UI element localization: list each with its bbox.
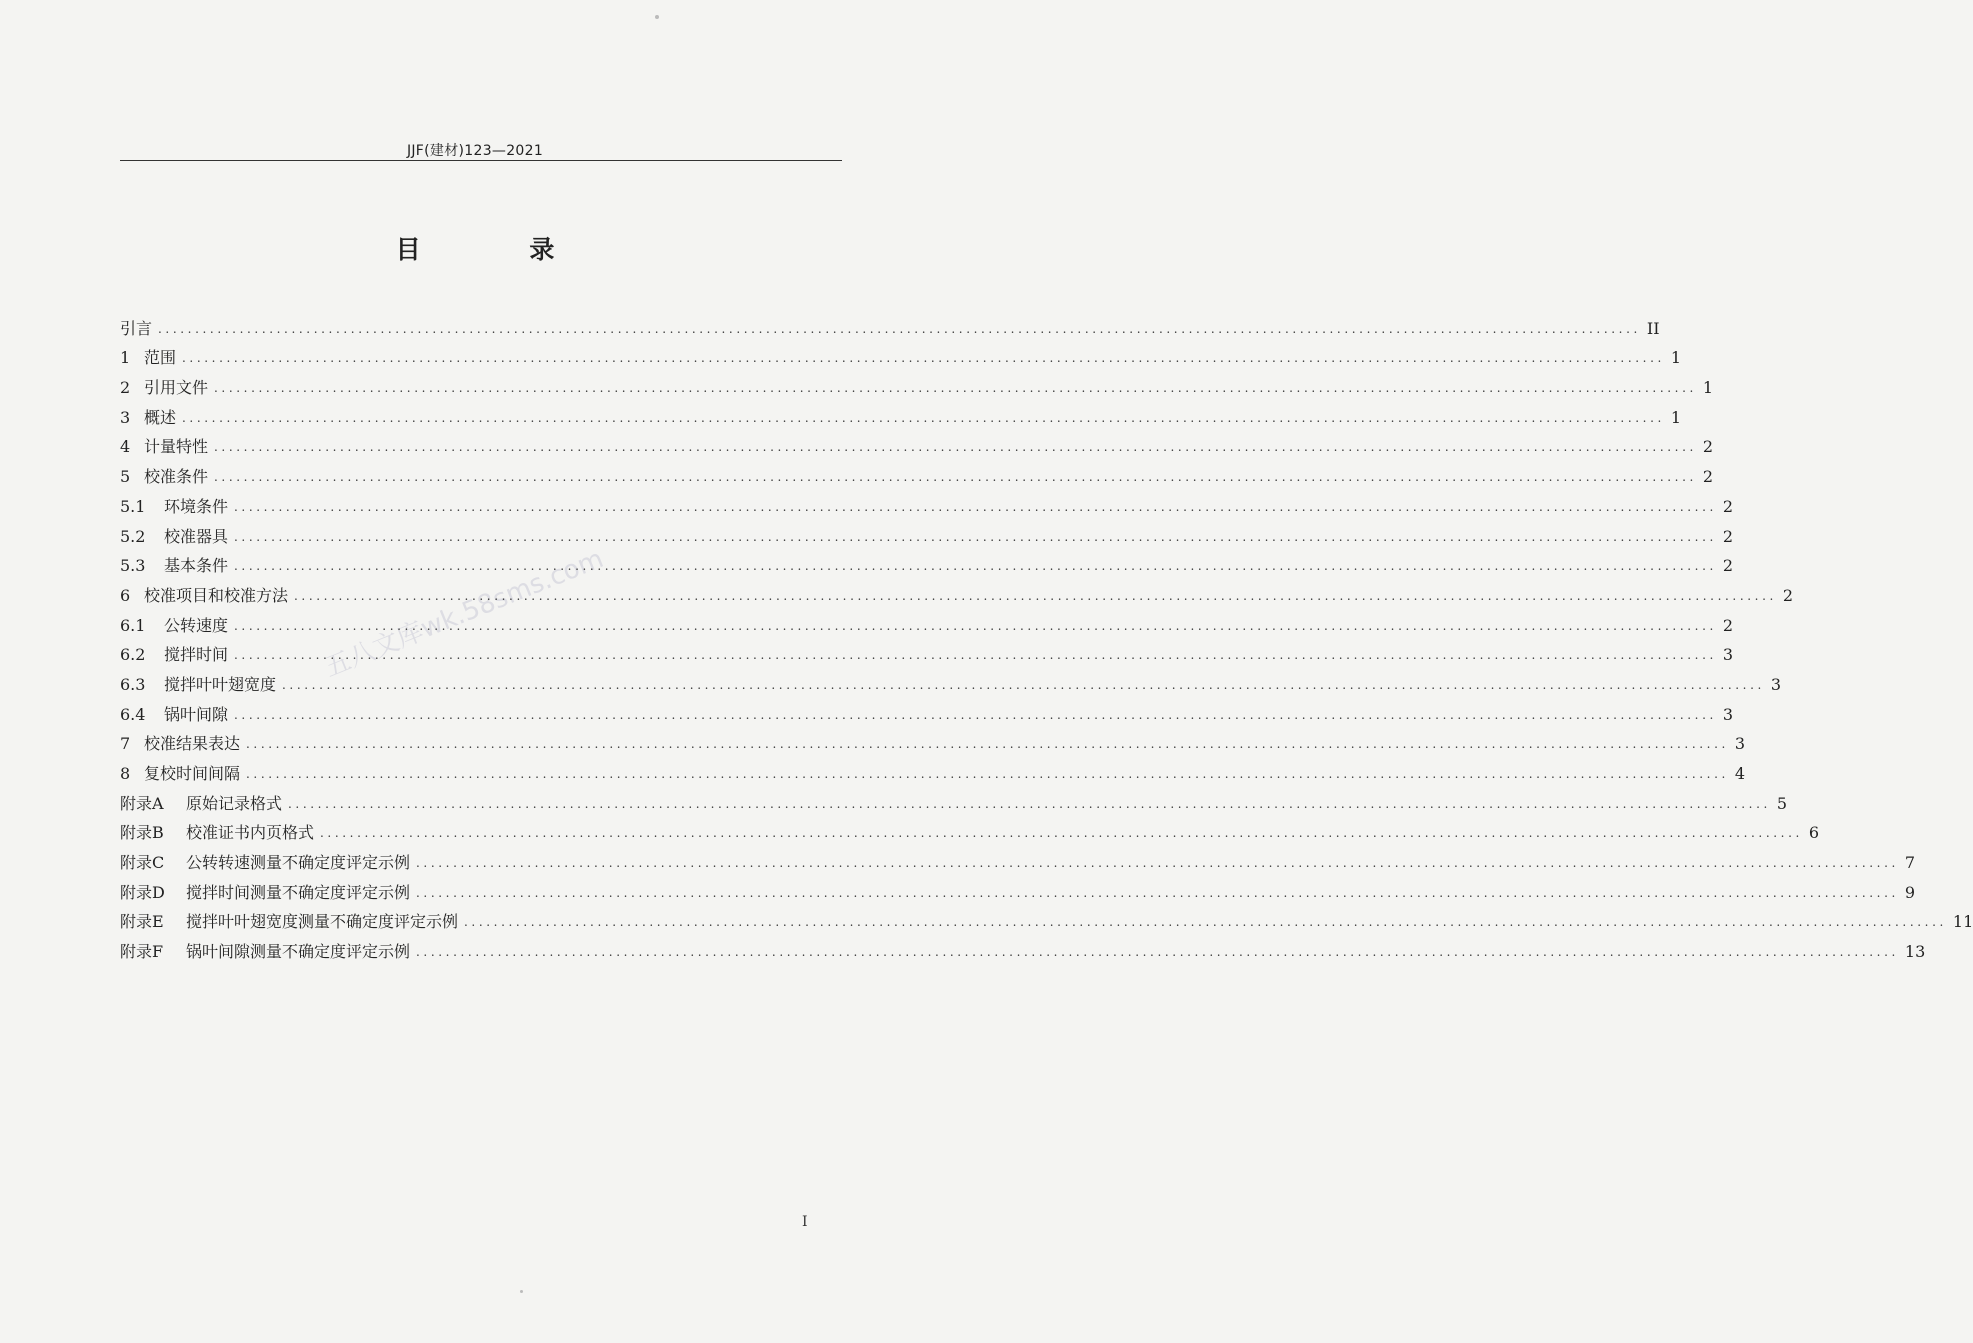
toc-entry[interactable] <box>120 873 1916 903</box>
watermark: 五八文库wk.58sms.com <box>320 543 608 684</box>
toc-entry[interactable] <box>120 725 1746 755</box>
toc-entry-number: 7 <box>120 734 131 754</box>
toc-entry-page: 2 <box>1722 615 1734 635</box>
toc-entry[interactable] <box>120 784 1788 814</box>
toc-entry-number: 4 <box>120 437 131 457</box>
toc-entry[interactable] <box>120 606 1734 636</box>
toc-entry-title: 锅叶间隙测量不确定度评定示例 <box>186 942 411 962</box>
toc-entry[interactable] <box>120 814 1820 844</box>
toc-entry-title: 校准器具 <box>164 526 229 546</box>
toc-entry-number: 5 <box>120 467 131 487</box>
toc-entry-page: 2 <box>1722 526 1734 546</box>
toc-entry[interactable] <box>120 576 1794 606</box>
toc-entry-page: 2 <box>1722 556 1734 576</box>
toc-dot-leader: ........................................................................................................................................................................................................ <box>234 499 1717 514</box>
toc-dot-leader: ........................................................................................................................................................................................................ <box>282 677 1765 692</box>
toc-entry[interactable] <box>120 398 1682 428</box>
toc-dot-leader: ........................................................................................................................................................................................................ <box>234 559 1717 574</box>
toc-entry[interactable] <box>120 457 1714 487</box>
toc-entry-title: 计量特性 <box>144 437 209 457</box>
toc-entry-page: 3 <box>1734 734 1746 754</box>
toc-entry-title: 原始记录格式 <box>186 793 283 813</box>
toc-entry-number: 6.1 <box>120 615 146 635</box>
toc-dot-leader: ........................................................................................................................................................................................................ <box>182 410 1665 425</box>
toc-entry-title: 基本条件 <box>164 556 229 576</box>
toc-entry-title: 复校时间间隔 <box>144 764 241 783</box>
toc-entry-page: 1 <box>1702 378 1714 398</box>
toc-entry-title: 范围 <box>144 348 177 368</box>
toc-entry[interactable] <box>120 309 1660 339</box>
toc-entry[interactable] <box>120 487 1734 517</box>
toc-entry-page: 2 <box>1782 585 1794 605</box>
toc-dot-leader: ........................................................................................................................................................................................................ <box>234 529 1717 544</box>
toc-entry[interactable] <box>120 665 1782 695</box>
toc-entry-number: 5.2 <box>120 526 146 546</box>
toc-dot-leader: ........................................................................................................................................................................................................ <box>416 885 1899 900</box>
toc-entry-number: 附录D <box>120 882 165 902</box>
page-title: 目 录 <box>395 235 605 264</box>
scan-speck <box>655 15 659 19</box>
toc-dot-leader: ........................................................................................................................................................................................................ <box>158 321 1641 336</box>
toc-entry-title: 校准项目和校准方法 <box>144 585 289 605</box>
page-number: I <box>802 1214 808 1230</box>
toc-entry-number: 2 <box>120 378 131 398</box>
toc-entry-number: 6 <box>120 585 131 605</box>
toc-entry-number: 5.3 <box>120 556 146 576</box>
toc-entry-title: 搅拌叶叶翅宽度 <box>164 674 277 694</box>
toc-entry-page: 1 <box>1670 348 1682 368</box>
toc-dot-leader: ........................................................................................................................................................................................................ <box>416 856 1899 871</box>
toc-entry-title: 公转速度 <box>164 615 229 635</box>
toc-entry-number: 附录F <box>120 942 164 962</box>
toc-entry[interactable] <box>120 636 1734 666</box>
toc-dot-leader: ........................................................................................................................................................................................................ <box>182 351 1665 366</box>
toc-entry-page: 5 <box>1776 793 1788 813</box>
toc-entry[interactable] <box>120 843 1916 873</box>
toc-dot-leader: ........................................................................................................................................................................................................ <box>246 737 1729 752</box>
toc-dot-leader: ........................................................................................................................................................................................................ <box>294 588 1777 603</box>
toc-entry-number: 附录A <box>120 793 164 813</box>
toc-entry-number: 5.1 <box>120 496 146 516</box>
toc-entry[interactable] <box>120 903 1973 933</box>
toc-entry-number: 附录C <box>120 853 165 873</box>
toc-entry-page: 3 <box>1722 704 1734 724</box>
toc-dot-leader: ........................................................................................................................................................................................................ <box>320 826 1803 841</box>
header-rule <box>120 160 842 161</box>
toc-entry-number: 8 <box>120 764 131 783</box>
toc-dot-leader: ........................................................................................................................................................................................................ <box>234 618 1717 633</box>
toc-entry-page: 6 <box>1808 823 1820 843</box>
scan-speck <box>520 1290 523 1293</box>
toc-entry-page: 4 <box>1734 764 1746 783</box>
toc-entry-page: II <box>1646 318 1660 338</box>
toc-entry-page: 2 <box>1722 496 1734 516</box>
toc-entry-page: 3 <box>1770 674 1782 694</box>
table-of-contents <box>120 309 1973 962</box>
toc-entry-title: 校准结果表达 <box>144 734 241 754</box>
toc-entry-page: 3 <box>1722 645 1734 665</box>
toc-entry-title: 引言 <box>120 318 153 338</box>
toc-entry-title: 搅拌时间测量不确定度评定示例 <box>186 882 411 902</box>
toc-entry[interactable] <box>120 368 1714 398</box>
toc-entry-number: 附录E <box>120 912 164 932</box>
toc-entry-title: 概述 <box>144 407 177 427</box>
toc-entry[interactable] <box>120 547 1734 577</box>
toc-entry-page: 13 <box>1904 942 1926 962</box>
toc-dot-leader: ........................................................................................................................................................................................................ <box>214 381 1697 396</box>
toc-entry-title: 公转转速测量不确定度评定示例 <box>186 853 411 873</box>
toc-entry-title: 校准条件 <box>144 467 209 487</box>
toc-entry-number: 6.3 <box>120 674 146 694</box>
toc-entry-title: 搅拌叶叶翅宽度测量不确定度评定示例 <box>186 912 459 932</box>
toc-entry[interactable] <box>120 517 1734 547</box>
toc-entry-number: 3 <box>120 407 131 427</box>
toc-entry[interactable] <box>120 754 1746 784</box>
toc-dot-leader: ........................................................................................................................................................................................................ <box>234 707 1717 722</box>
toc-entry-number: 6.4 <box>120 704 146 724</box>
toc-entry-page: 9 <box>1904 882 1916 902</box>
toc-entry[interactable] <box>120 695 1734 725</box>
toc-entry-title: 校准证书内页格式 <box>186 823 315 843</box>
toc-entry-title: 环境条件 <box>164 496 229 516</box>
toc-entry[interactable] <box>120 339 1682 369</box>
toc-entry-page: 1 <box>1670 407 1682 427</box>
toc-entry-page: 2 <box>1702 467 1714 487</box>
toc-entry-title: 引用文件 <box>144 378 209 398</box>
toc-entry-number: 附录B <box>120 823 164 843</box>
toc-dot-leader: ........................................................................................................................................................................................................ <box>416 945 1899 960</box>
toc-entry-number: 1 <box>120 348 131 368</box>
toc-dot-leader: ........................................................................................................................................................................................................ <box>234 648 1717 663</box>
standard-code: JJF(建材)123—2021 <box>406 143 544 159</box>
toc-dot-leader: ........................................................................................................................................................................................................ <box>246 767 1729 781</box>
toc-entry[interactable] <box>120 428 1714 458</box>
toc-entry[interactable] <box>120 932 1926 962</box>
toc-dot-leader: ........................................................................................................................................................................................................ <box>214 440 1697 455</box>
toc-entry-page: 11 <box>1952 912 1973 932</box>
toc-dot-leader: ........................................................................................................................................................................................................ <box>288 796 1771 811</box>
toc-entry-title: 搅拌时间 <box>164 645 229 665</box>
toc-dot-leader: ........................................................................................................................................................................................................ <box>464 915 1947 930</box>
toc-entry-number: 6.2 <box>120 645 146 665</box>
toc-entry-title: 锅叶间隙 <box>164 704 229 724</box>
toc-entry-page: 7 <box>1904 853 1916 873</box>
toc-dot-leader: ........................................................................................................................................................................................................ <box>214 470 1697 485</box>
toc-entry-page: 2 <box>1702 437 1714 457</box>
